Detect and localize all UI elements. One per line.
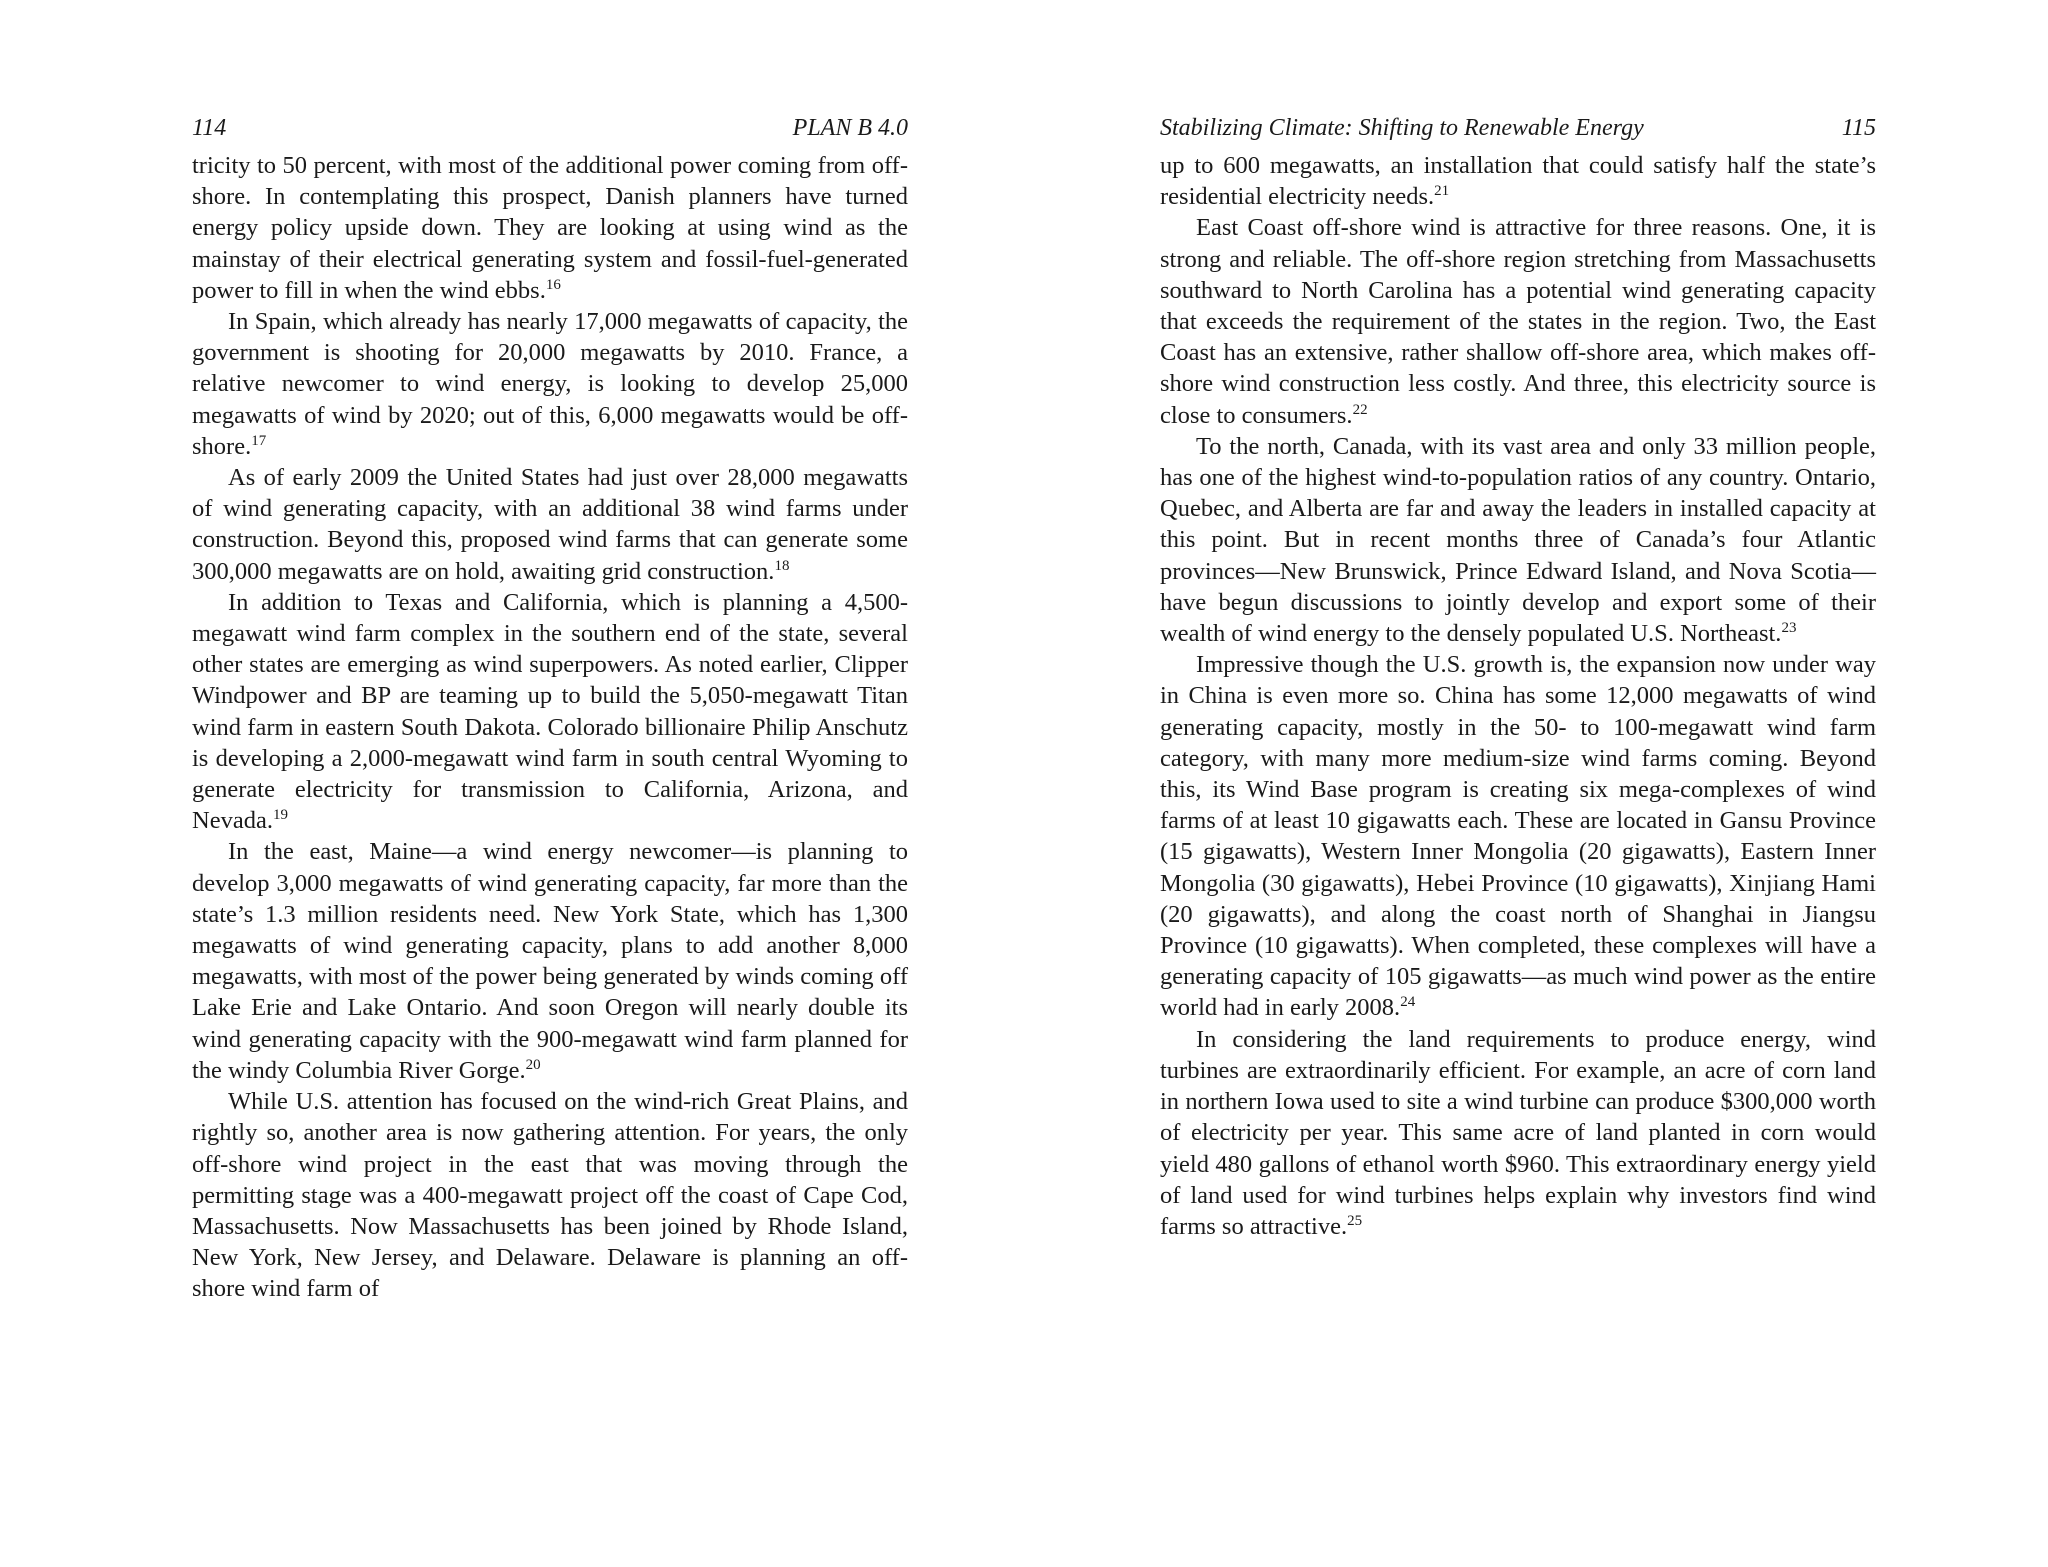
paragraph: In considering the land requirements to produce energy, wind turbines are extraordinarily efficient. For example, an acre of corn land in northern Iowa used to site a wind turbine can produce $300,000 worth of electricity per year. This same acre of land planted in corn would yield 480 gallons of ethanol worth $960. This extraordinary energy yield of land used for wind turbines helps explain why investors find wind farms so attractive.$^{25}$ [1160,1025,1876,1240]
footnote-ref: 25 [1347,1212,1363,1229]
paragraph: In the east, Maine—a wind energy newcomer—is planning to develop 3,000 megawatts of wind generating capacity, far more than the state’s 1.3 million residents need. New York State, which has 1,300 megawatts of wind generating capacity, plans to add another 8,000 megawatts, with most of the power being generated by winds coming off Lake Erie and Lake Ontario. And soon Oregon will nearly double its wind generating capacity with the 900-megawatt wind farm planned for the windy Columbia River Gorge.$^{20}$ [192,838,908,1084]
left-body-text [192,150,908,1305]
book-title: PLAN B 4.0 [792,115,908,141]
footnote-ref: 16 [545,276,561,293]
footnote-ref: 22 [1352,401,1368,418]
paragraph: While U.S. attention has focused on the wind-rich Great Plains, and rightly so, another area is now gathering attention. For years, the only off-shore wind project in the east that was moving through the permitting stage was a 400-megawatt project off the coast of Cape Cod, Massachusetts. Now Massachusetts has been joined by Rhode Island, New York, New Jersey, and Delaware. Delaware is planning an off-shore wind farm of [192,1088,908,1303]
page-number: 114 [192,115,227,141]
left-running-head [192,112,908,150]
paragraph: In addition to Texas and California, which is planning a 4,500-megawatt wind farm complex in the southern end of the state, several other states are emerging as wind superpowers. As noted earlier, Clipper Windpower and BP are teaming up to build the 5,050-megawatt Titan wind farm in eastern South Dakota. Colorado billionaire Philip Anschutz is developing a 2,000-megawatt wind farm in south central Wyoming to generate electricity for transmission to California, Arizona, and Nevada.$^{19}$ [192,588,908,835]
footnote-ref: 17 [251,432,267,449]
chapter-title: Stabilizing Climate: Shifting to Renewable Energy [1160,115,1644,141]
right-running-head [1160,112,1876,150]
paragraph: Impressive though the U.S. growth is, the expansion now under way in China is even more so. China has some 12,000 megawatts of wind generating capacity, mostly in the 50- to 100-megawatt wind farm category, with many more medium-size wind farms coming. Beyond this, its Wind Base program is creating six mega-complexes of wind farms of at least 10 gigawatts each. These are located in Gansu Province (15 gigawatts), Western Inner Mongolia (20 gigawatts), Eastern Inner Mongolia (30 gigawatts), Hebei Province (10 gigawatts), Xinjiang Hami (20 gigawatts), and along the coast north of Shanghai in Jiangsu Province (10 gigawatts). When completed, these complexes will have a generating capacity of 105 gigawatts—as much wind power as the entire world had in early 2008.24 [1160,651,1876,1022]
footnote-ref: 24 [1400,994,1416,1011]
paragraph: As of early 2009 the United States had just over 28,000 megawatts of wind generating capacity, with an additional 38 wind farms under construction. Beyond this, proposed wind farms that can generate some 300,000 megawatts are on hold, awaiting grid construction.$^{18}$ [192,464,908,585]
paragraph: In Spain, which already has nearly 17,000 megawatts of capacity, the government is shooting for 20,000 megawatts by 2010. France, a relative newcomer to wind energy, is looking to develop 25,000 megawatts of wind by 2020; out of this, 6,000 megawatts would be off-shore.$^{17}$ [192,308,908,460]
paragraph: East Coast off-shore wind is attractive for three reasons. One, it is strong and reliable. The off-shore region stretching from Massachusetts southward to North Carolina has a potential wind generating capacity that exceeds the requirement of the states in the region. Two, the East Coast has an extensive, rather shallow off-shore area, which makes off-shore wind construction less costly. And three, this electricity source is close to consumers.$^{22}$ [1160,214,1876,429]
footnote-ref: 19 [272,807,288,824]
right-page [1160,112,1876,1242]
left-page [192,112,908,1305]
paragraph: tricity to 50 percent, with most of the additional power coming from off-shore. In contemplating this prospect, Danish planners have turned energy policy upside down. They are looking at using wind as the mainstay of their electrical generating system and fossil-fuel-generated power to fill in when the wind ebbs.$^{16}$ [192,152,908,304]
paragraph: To the north, Canada, with its vast area and only 33 million people, has one of the highest wind-to-population ratios of any country. Ontario, Quebec, and Alberta are far and away the leaders in installed capacity at this point. But in recent months three of Canada’s four Atlantic provinces—New Brunswick, Prince Edward Island, and Nova Scotia—have begun discussions to jointly develop and export some of their wealth of wind energy to the densely populated U.S. Northeast.$^{23}$ [1160,432,1876,648]
footnote-ref: 23 [1781,620,1797,637]
footnote-ref: 21 [1434,183,1450,200]
right-body-text [1160,150,1876,1242]
page-number: 115 [1841,115,1876,141]
footnote-ref: 20 [525,1056,541,1073]
paragraph: up to 600 megawatts, an installation that could satisfy half the state’s residential electricity needs.$^{21}$ [1160,152,1876,211]
footnote-ref: 18 [774,557,790,574]
